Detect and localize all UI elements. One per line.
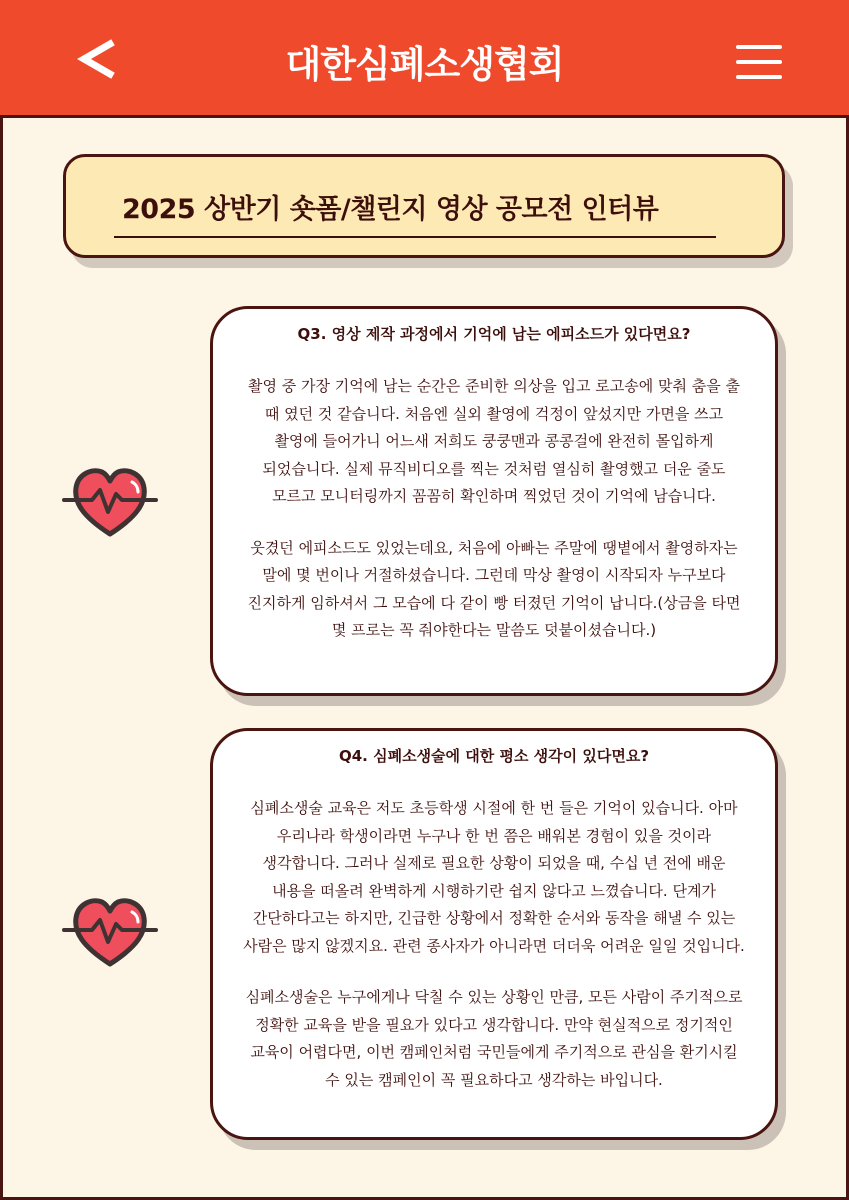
answer-paragraph: 촬영 중 가장 기억에 남는 순간은 준비한 의상을 입고 로고송에 맞춰 춤을 출 때 였던 것 같습니다. 처음엔 실외 촬영에 걱정이 앞섰지만 가면을 쓰고 촬영에 들어가니 어느새 저희도 쿵쿵맨과 콩콩걸에 완전히 몰입하게 되었습니다. 실제 뮤직비디오를 찍는 것처럼 열심히 촬영했고 더운 줄도 모르고 모니터링까지 꼼꼼히 확인하며 찍었던 것이 기억에 남습니다. (248, 377, 740, 505)
heartbeat-heart-icon (62, 890, 158, 970)
interview-card-q3 (210, 306, 778, 696)
answer-paragraph: 웃겼던 에피소드도 있었는데요, 처음에 아빠는 주말에 땡볕에서 촬영하자는 말에 몇 번이나 거절하셨습니다. 그런데 막상 촬영이 시작되자 누구보다 진지하게 임하셔서 그 모습에 다 같이 빵 터졌던 기억이 납니다.(상금을 타면 몇 프로는 꼭 줘야한다는 말씀도 덧붙이셨습니다.) (247, 538, 741, 639)
hamburger-menu-icon (738, 47, 780, 77)
app-title: 대한심폐소생협회 (285, 43, 564, 86)
question-q4: Q4. 심폐소생술에 대한 평소 생각이 있다면요? (338, 747, 650, 765)
interview-heading-box (63, 154, 785, 258)
menu-button[interactable] (735, 42, 783, 82)
page-heading: 2025 상반기 숏폼/챌린지 영상 공모전 인터뷰 (114, 187, 716, 238)
answer-paragraph: 심폐소생술 교육은 저도 초등학생 시절에 한 번 들은 기억이 있습니다. 아마 우리나라 학생이라면 누구나 한 번 쯤은 배워본 경험이 있을 것이라 생각합니다. 그러나 실제로 필요한 상황이 되었을 때, 수십 년 전에 배운 내용을 떠올려 완벽하게 시행하기란 쉽지 않다고 느꼈습니다. 단계가 간단하다고는 하지만, 긴급한 상황에서 정확한 순서와 동작을 해낼 수 있는 사람은 많지 않겠지요. 관련 종사자가 아니라면 더더욱 어려운 일일 것입니다. (243, 799, 745, 955)
heartbeat-heart-icon (62, 460, 158, 540)
answer-paragraph: 심폐소생술은 누구에게나 닥칠 수 있는 상황인 만큼, 모든 사람이 주기적으로 정확한 교육을 받을 필요가 있다고 생각합니다. 만약 현실적으로 정기적인 교육이 어렵다면, 이번 캠페인처럼 국민들에게 주기적으로 관심을 환기시킬 수 있는 캠페인이 꼭 필요하다고 생각하는 바입니다. (245, 988, 743, 1089)
question-q3: Q3. 영상 제작 과정에서 기억에 남는 에피소드가 있다면요? (297, 325, 691, 343)
app-header (0, 0, 849, 118)
interview-card-q4 (210, 728, 778, 1140)
